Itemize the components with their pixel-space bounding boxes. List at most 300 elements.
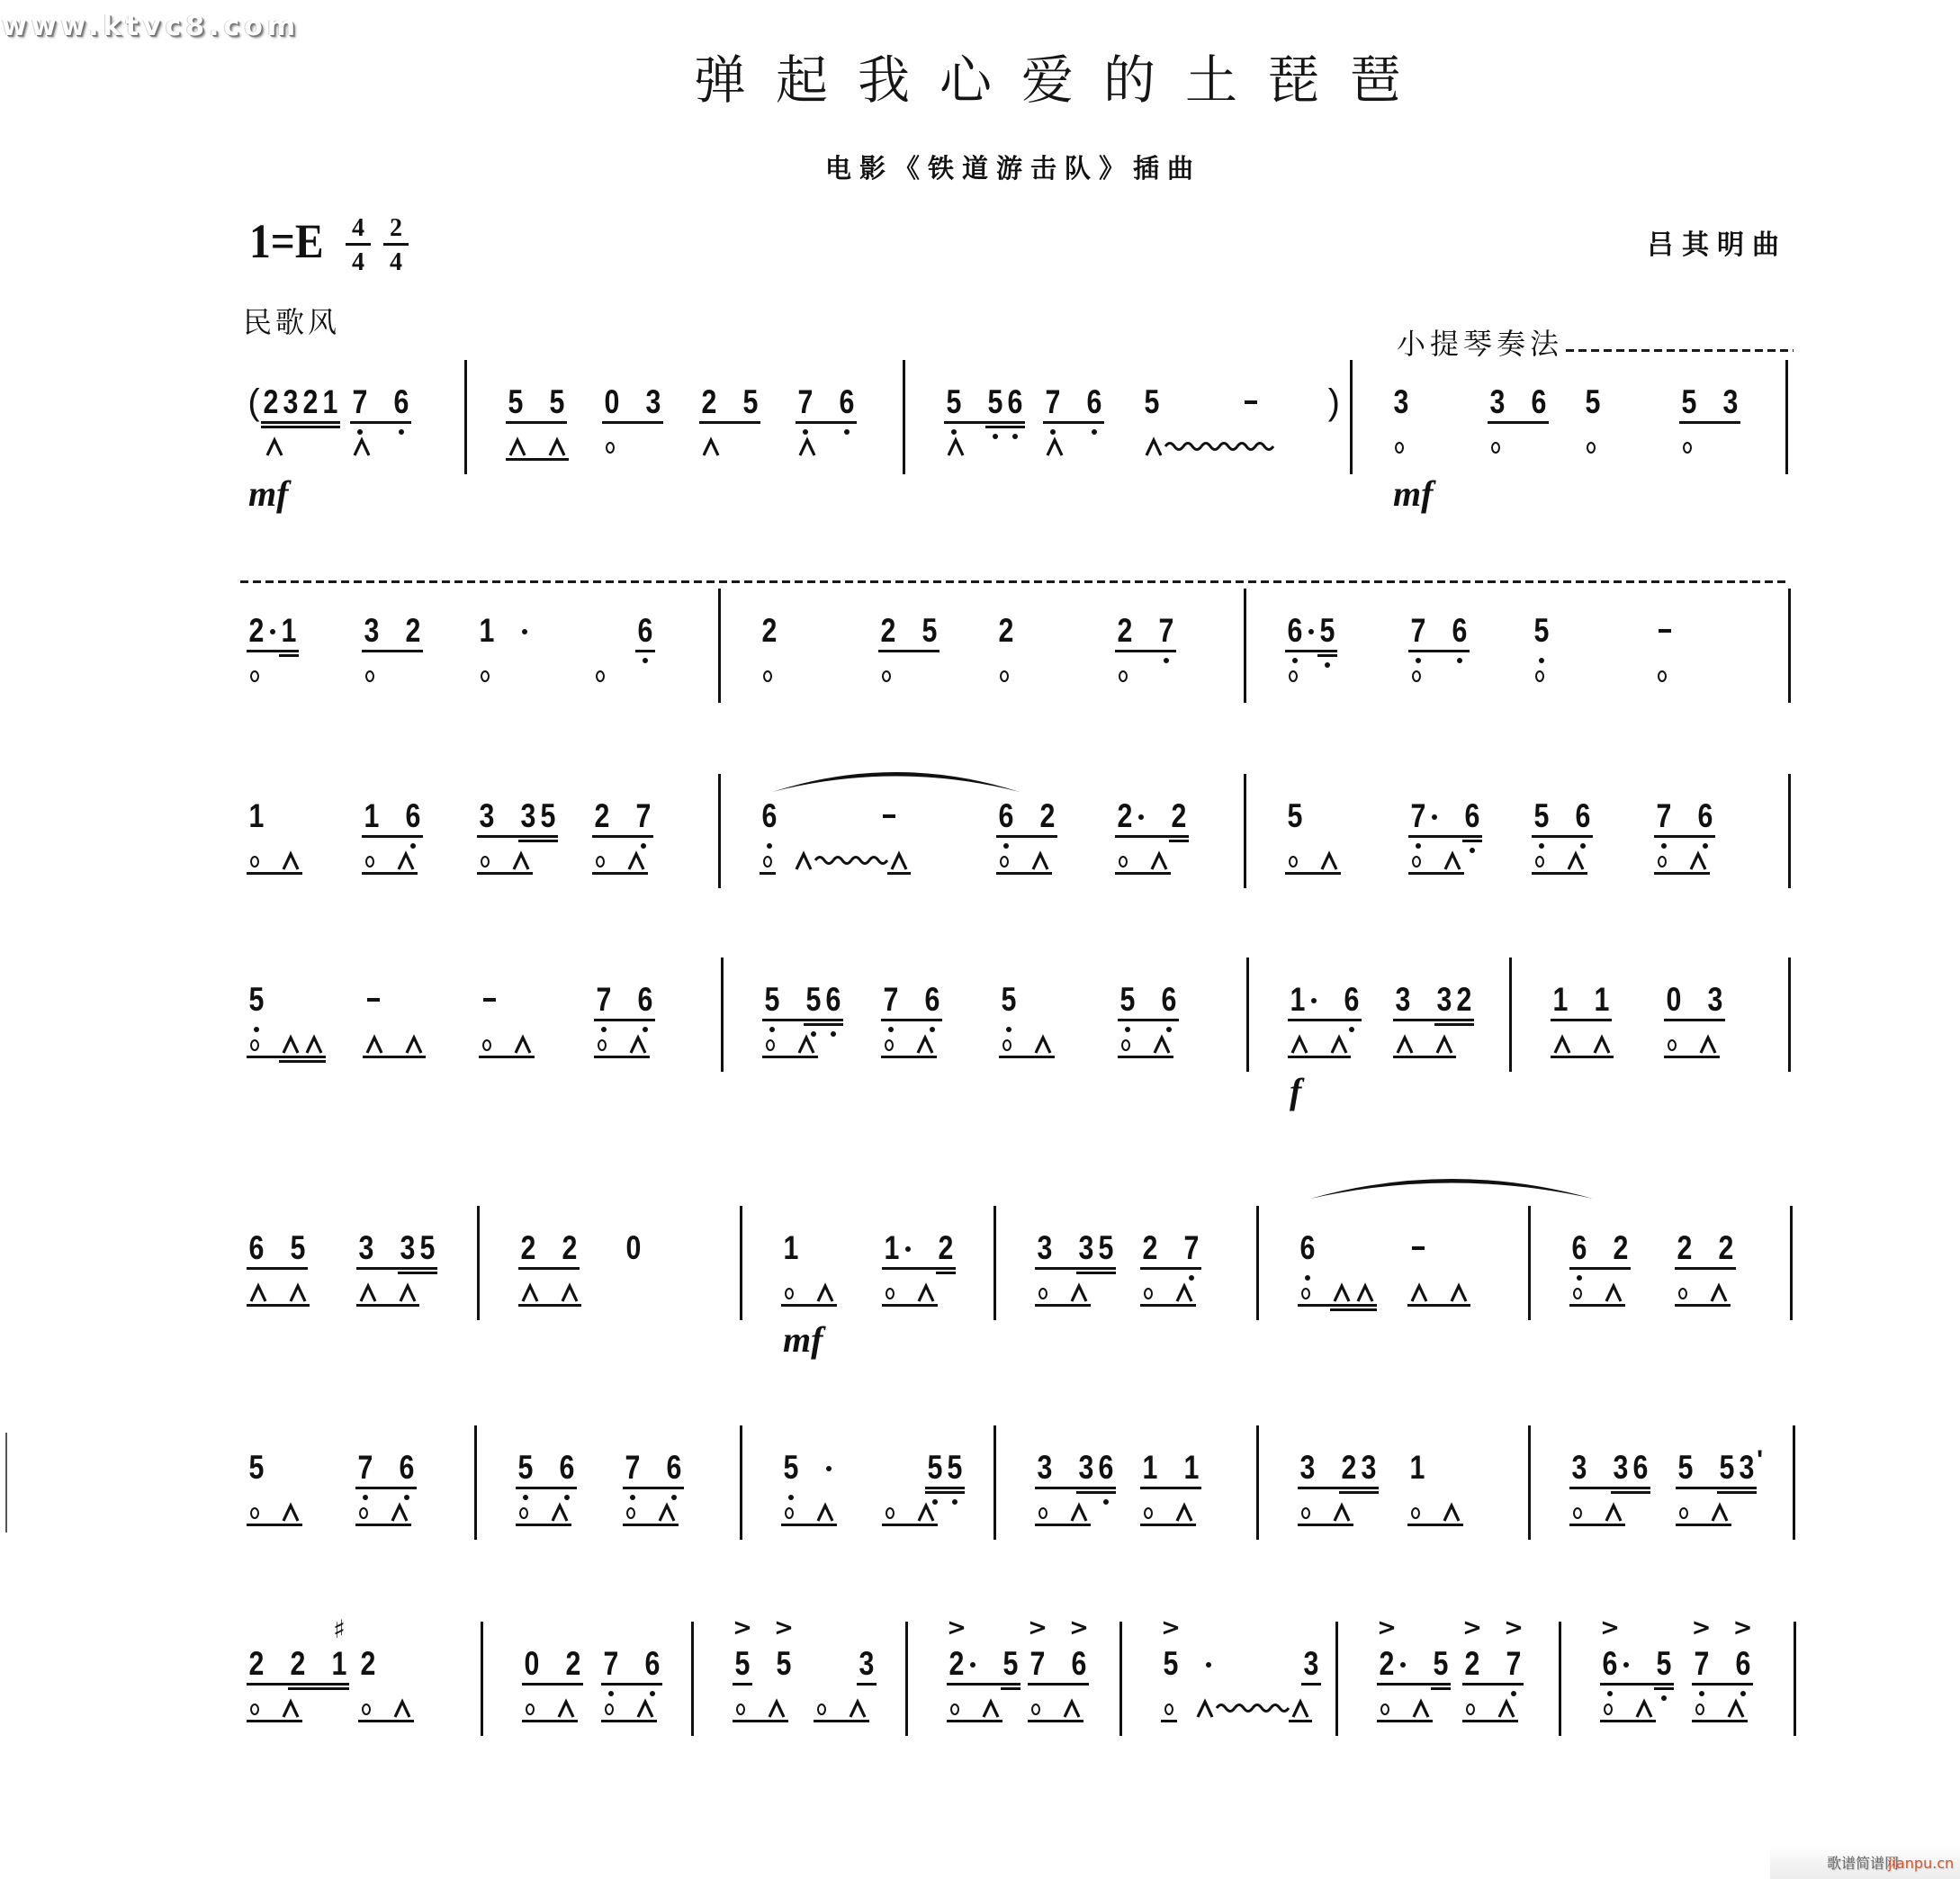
note [362,799,382,833]
low-octave-dot [769,1027,775,1032]
note-sequence [602,385,663,419]
note-sequence [1298,1451,1379,1485]
dash-icon [367,998,380,1002]
note [1569,1451,1589,1485]
glyph: 5 [742,383,758,420]
spacer [814,1647,835,1681]
spacer [1262,385,1283,419]
watermark-url: jianpu.cn [1888,1855,1955,1872]
underline [1708,1524,1731,1526]
spacer [882,1451,904,1485]
wavy-line-icon [1219,438,1237,453]
note [1488,385,1507,419]
note [1035,1451,1055,1485]
spacer [1507,385,1529,419]
caret-mark-icon [1289,1700,1312,1718]
underline [1160,1487,1182,1489]
note [1573,799,1593,833]
glyph: 6 [924,981,940,1018]
circle-icon [785,1507,794,1519]
circle-icon [1658,856,1667,868]
augmentation-dot [902,1231,914,1265]
caret-mark [286,1284,310,1302]
technique-marks [479,1036,535,1054]
glyph: 3 [1037,1229,1053,1266]
underline [1428,835,1441,838]
note [1529,385,1549,419]
note-sequence [247,382,340,422]
accent-mark: > [1691,1614,1712,1641]
circle-mark [1569,1284,1586,1302]
underline [1574,1056,1590,1058]
wavy-line [1183,438,1201,456]
circle-mark [362,667,378,685]
note-sequence [1679,385,1740,419]
circle-icon [1695,1704,1704,1715]
caret-mark-icon [1067,1284,1091,1302]
note [557,1451,577,1485]
glyph: 2 [1677,1229,1692,1266]
glyph: 6 [393,383,409,420]
glyph: 6 [1098,1449,1114,1486]
spacer [1215,1647,1236,1681]
circle-icon [1038,1507,1047,1519]
caret-mark [356,1284,380,1302]
underline [887,872,911,875]
note [563,1647,583,1681]
note-sequence [1288,983,1362,1017]
glyph: 6 [1086,383,1102,420]
double-underline [925,1491,945,1494]
underline [592,872,608,875]
barline [1785,360,1788,474]
note-sequence [1035,1451,1116,1485]
wavy-line-icon [1253,1700,1271,1714]
underline [1407,1304,1431,1307]
note [796,385,815,419]
caret-mark [1029,852,1052,870]
technique-marks [355,1504,411,1522]
caret-mark-icon [1440,1504,1463,1522]
underline [1664,1019,1684,1021]
low-octave-dot [1699,1691,1704,1696]
underline [526,421,547,424]
note-sequence [247,614,299,648]
spacer [380,1284,396,1302]
spacer [1680,1036,1696,1054]
underline [1504,1683,1524,1686]
note-sequence [247,983,266,1017]
note [1408,799,1428,833]
barline [1528,1206,1531,1320]
underline [898,650,920,652]
glyph: 3 [1613,1449,1629,1486]
low-octave-dot [1164,658,1169,663]
underline [1632,1720,1656,1722]
glyph: 2 [880,612,895,649]
parenthesis [247,382,261,422]
note [1450,614,1470,648]
underline [545,458,569,461]
caret-mark [914,1284,938,1302]
spacer [643,1451,664,1485]
dot-icon [1206,1662,1211,1668]
low-octave-dot [1305,1275,1310,1281]
technique-marks [1407,1504,1463,1522]
composer-credit: 吕其明曲 [1647,229,1787,261]
underline [1409,1683,1431,1686]
note-sequence [362,614,423,648]
double-underline [1096,1491,1116,1494]
double-underline [1737,1491,1757,1494]
note [1583,385,1603,419]
caret-mark [1632,1700,1656,1718]
accent-mark: > [1462,1614,1482,1641]
accent-mark: > [1504,1614,1524,1641]
note-sequence [796,385,857,419]
caret-mark-icon [914,1504,938,1522]
underline [518,1304,542,1307]
caret-mark-icon [279,852,302,870]
underline [635,1019,655,1021]
circle-mark [947,1700,963,1718]
caret-mark [394,852,418,870]
technique-marks [1377,1700,1433,1718]
glyph: 2 [1341,1449,1357,1486]
double-underline [985,426,1005,428]
note [1182,1451,1201,1485]
glyph: 5 [987,383,1003,420]
underline [1611,1487,1631,1489]
underline [1408,872,1425,875]
spacer [801,1451,823,1485]
underline [594,1056,610,1058]
note [247,799,266,833]
circle-mark [878,667,895,685]
caret-mark-icon [1407,1284,1431,1302]
glyph: 6 [839,383,855,420]
note [999,983,1019,1017]
note [1691,1614,1712,1682]
double-underline [823,1023,843,1026]
underline [403,650,423,652]
underline [1695,835,1715,838]
low-octave-dot [1416,658,1421,663]
barline [1788,589,1791,703]
underline [594,1019,614,1021]
double-underline [1330,1308,1353,1311]
double-underline [1431,1687,1451,1690]
spacer [719,385,741,419]
caret-mark-icon [279,1036,302,1054]
caret-mark-icon [699,438,723,456]
spacer [612,799,634,833]
caret-mark [1708,1504,1731,1522]
underline [1616,1720,1632,1722]
glyph: 7 [1694,1645,1709,1682]
underline [804,1019,823,1021]
dash-icon [1659,629,1671,633]
technique-marks [1569,1284,1625,1302]
underline [1182,1267,1201,1270]
glyph: 1 [322,383,338,420]
caret-mark [634,1700,657,1718]
wavy-line [1237,438,1255,456]
spacer [1712,1647,1733,1681]
underline [1408,835,1428,838]
note-sequence [518,1231,580,1265]
underline [925,1487,945,1489]
underline [380,1304,396,1307]
circle-icon [596,670,605,682]
underline [1592,1019,1612,1021]
note [1288,983,1308,1017]
underline [814,1304,837,1307]
spacer [815,385,837,419]
caret-mark-icon [626,1036,650,1054]
caret-mark-icon [511,1036,535,1054]
caret-mark [1707,1284,1731,1302]
accent-mark: > [1161,1614,1181,1641]
spacer [1695,1451,1717,1485]
caret-mark [511,1036,535,1054]
underline [518,835,538,838]
note [547,385,567,419]
underline [1051,1524,1067,1526]
caret-mark-icon [1147,852,1171,870]
spacer [1586,1284,1602,1302]
caret-mark-icon [548,1504,571,1522]
caret-mark [1447,1284,1470,1302]
glyph: 5 [248,1449,265,1486]
spacer [1479,1700,1495,1718]
spacer [830,1700,846,1718]
low-octave-dot [1703,843,1708,849]
note-sequence [247,1231,308,1265]
extension-dash [363,983,384,1017]
technique-marks [247,1284,310,1302]
underline [999,1056,1015,1058]
low-octave-dot [831,1031,836,1037]
underline [1462,835,1482,838]
glyph: 3 [479,797,495,834]
caret-mark [1173,1504,1196,1522]
key-signature: 1=E [249,214,324,268]
caret-mark-icon [1173,1504,1196,1522]
caret-mark-icon [1564,852,1587,870]
underline [558,1304,581,1307]
glyph: 6 [1299,1229,1316,1266]
double-underline [302,1060,326,1063]
note [1140,1231,1160,1265]
glyph: 5 [1319,612,1335,649]
note [643,1647,662,1681]
spacer [382,614,403,648]
circle-mark [1035,1504,1051,1522]
circle-icon [885,1039,894,1051]
circle-mark [1391,438,1407,456]
augmentation-dot [1202,1647,1215,1681]
underline [1684,1019,1705,1021]
glyph: 1 [281,612,297,649]
note [837,385,857,419]
circle-icon [1658,670,1667,682]
note-sequence [477,614,531,648]
underline [1433,1056,1456,1058]
barline [718,774,721,888]
underline [878,650,898,652]
technique-marks [944,438,967,456]
underline [308,1683,329,1686]
circle-icon [1121,1039,1130,1051]
spacer [752,1647,774,1681]
spacer [1305,385,1326,419]
spacer [1428,614,1450,648]
underline [279,872,302,875]
glyph: 3 [1722,383,1738,420]
note [781,1231,801,1265]
circle-icon [817,1704,826,1715]
note-sequence [1408,614,1470,648]
underline [1285,650,1305,652]
glyph: 6 [1344,981,1360,1018]
spacer [370,385,391,419]
spacer [386,1036,402,1054]
underline [639,1524,655,1526]
underline [1482,1683,1504,1686]
note-sequence [996,614,1016,648]
double-underline [1353,1308,1377,1311]
caret-mark [1288,1036,1311,1054]
note [518,1231,538,1265]
low-octave-dot [1511,1691,1516,1696]
glyph: 2 [248,612,265,649]
underline [664,1487,684,1489]
technique-marks [477,852,533,870]
circle-mark [882,1284,898,1302]
note-sequence [1675,1231,1736,1265]
circle-mark [760,852,776,870]
glyph: 3 [1299,1449,1316,1486]
technique-marks [1532,852,1587,870]
technique-marks [1676,1504,1731,1522]
glyph: 2 [565,1645,581,1682]
note-sequence [362,799,423,833]
caret-mark [814,1284,837,1302]
underline [396,1304,419,1307]
double-underline [308,1687,329,1690]
technique-marks [796,438,819,456]
double-underline [418,1272,437,1274]
underline [375,1487,397,1489]
circle-mark [1115,852,1131,870]
underline [288,1683,308,1686]
underline [362,872,378,875]
circle-icon [250,1704,259,1715]
circle-icon [950,1704,959,1715]
underline [733,1683,752,1686]
underline [1067,1524,1091,1526]
underline [355,1524,372,1526]
glyph: 6 [248,1229,265,1266]
note [1285,614,1305,648]
circle-mark [1140,1284,1156,1302]
note [329,1614,349,1682]
note-sequence [814,1647,877,1681]
circle-mark [1035,1284,1051,1302]
underline [1632,1683,1654,1686]
underline [247,872,263,875]
augmentation-dot [1135,799,1147,833]
glyph: 6 [1071,1645,1087,1682]
note [1654,799,1674,833]
underline [922,1019,942,1021]
underline [1479,1720,1495,1722]
barline [464,360,467,474]
glyph: 2 [405,612,421,649]
glyph: 0 [1666,981,1682,1018]
underline [1035,1304,1051,1307]
circle-mark [355,1504,372,1522]
technique-marks [1115,667,1131,685]
note [635,983,655,1017]
note-sequence [699,385,760,419]
caret-mark-icon [1707,1284,1731,1302]
underline [1590,1056,1614,1058]
underline [920,650,940,652]
glyph: 5 [805,981,822,1018]
caret-mark-icon [247,1284,270,1302]
caret-mark [1330,1504,1353,1522]
glyph: 5 [734,1645,751,1682]
circle-mark [1407,1504,1424,1522]
dynamic-marking: mf [248,473,289,514]
caret-mark [1686,852,1710,870]
underline [1679,421,1699,424]
caret-mark-icon [1393,1036,1416,1054]
glyph: 5 [1001,981,1017,1018]
caret-mark-icon [814,1284,837,1302]
caret-mark [1173,1284,1196,1302]
underline [279,1524,302,1526]
wavy-line-icon [815,852,833,867]
note [760,799,779,833]
spacer [375,1451,397,1485]
note [1737,1451,1757,1485]
circle-mark [1408,667,1425,685]
watermark-top: www.ktvc8.com [2,11,301,42]
low-octave-dot [951,429,957,435]
underline [765,1720,788,1722]
dot-icon [1400,1662,1406,1668]
caret-mark [1696,1036,1720,1054]
circle-icon [1412,856,1421,868]
underline [1051,1304,1067,1307]
underline [1676,1487,1695,1489]
technique-marks [1288,1036,1351,1054]
double-underline [301,426,320,428]
note [398,1231,418,1265]
caret-mark-icon [625,852,648,870]
note [350,385,370,419]
circle-mark [247,1504,263,1522]
glyph: ( [247,382,260,422]
barline [1244,589,1246,703]
spacer [532,1504,548,1522]
glyph: 3 [1393,383,1409,420]
note-sequence [944,385,1025,419]
note-sequence [1391,385,1411,419]
